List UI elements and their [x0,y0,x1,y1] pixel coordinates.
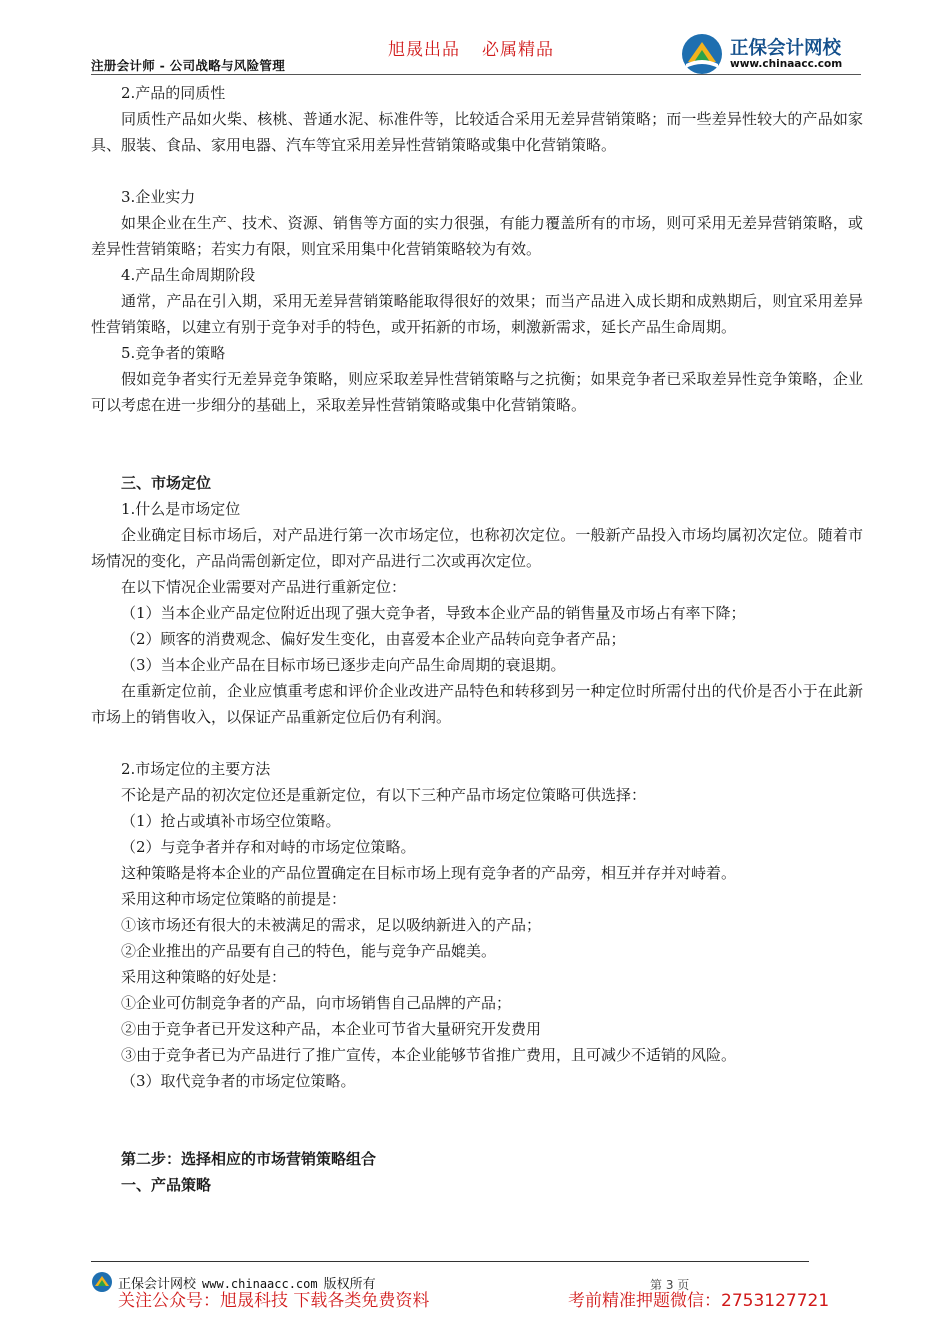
footer-rights: 版权所有 [323,1277,376,1292]
course-title: 注册会计师 - 公司战略与风险管理 [91,58,285,73]
paragraph: ①企业可仿制竞争者的产品，向市场销售自己品牌的产品； [121,994,512,1012]
paragraph: 4.产品生命周期阶段 [121,266,256,284]
document-body [91,80,863,1198]
paragraph: 如果企业在生产、技术、资源、销售等方面的实力很强，有能力覆盖所有的市场，则可采用无差异营销策略，或差异性营销策略；若实力有限，则宜采用集中化营销策略较为有效。 [91,214,863,258]
paragraph: （3）当本企业产品在目标市场已逐步走向产品生命周期的衰退期。 [121,656,566,674]
footer-divider [91,1261,809,1262]
brand-logo-icon [680,32,724,76]
paragraph: ②由于竞争者已开发这种产品，本企业可节省大量研究开发费用 [121,1020,542,1038]
paragraph: 采用这种市场定位策略的前提是： [121,890,347,908]
page-number: 第 3 页 [650,1278,690,1292]
paragraph: 采用这种策略的好处是： [121,968,287,986]
paragraph: 假如竞争者实行无差异竞争策略，则应采取差异性营销策略与之抗衡；如果竞争者已采取差异性竞争策略，企业可以考虑在进一步细分的基础上，采取差异性营销策略或集中化营销策略。 [91,370,863,414]
brand-logo-text: 正保会计网校 [730,38,842,59]
paragraph: ③由于竞争者已为产品进行了推广宣传，本企业能够节省推广费用，且可减少不适销的风险。 [121,1046,737,1064]
paragraph: 企业确定目标市场后，对产品进行第一次市场定位，也称初次定位。一般新产品投入市场均属初次定位。随着市场情况的变化，产品尚需创新定位，即对产品进行二次或再次定位。 [91,526,863,570]
paragraph: 同质性产品如火柴、核桃、普通水泥、标准件等，比较适合采用无差异营销策略；而一些差异性较大的产品如家具、服装、食品、家用电器、汽车等宜采用差异性营销策略或集中化营销策略。 [91,110,863,154]
section-heading: 一、产品策略 [121,1176,212,1194]
paragraph: 在重新定位前，企业应慎重考虑和评价企业改进产品特色和转移到另一种定位时所需付出的代价是否小于在此新市场上的销售收入，以保证产品重新定位后仍有利润。 [91,682,863,726]
header-divider [91,74,861,75]
paragraph: 1.什么是市场定位 [121,500,241,518]
header-slogan [388,35,554,60]
slogan-part-2: 必属精品 [482,40,554,60]
paragraph: （3）取代竞争者的市场定位策略。 [121,1072,356,1090]
watermark-left: 关注公众号：旭晟科技 下载各类免费资料 [118,1291,430,1311]
paragraph: （1）抢占或填补市场空位策略。 [121,812,341,830]
paragraph: 在以下情况企业需要对产品进行重新定位： [121,578,407,596]
paragraph: 2.市场定位的主要方法 [121,760,271,778]
paragraph: 不论是产品的初次定位还是重新定位，有以下三种产品市场定位策略可供选择： [121,786,647,804]
footer-url: www.chinaacc.com [202,1277,318,1291]
paragraph: 3.企业实力 [121,188,196,206]
watermark-right: 考前精准押题微信：2753127721 [568,1291,830,1311]
paragraph: 2.产品的同质性 [121,84,226,102]
footer-brand: 正保会计网校 [118,1277,197,1292]
paragraph: ②企业推出的产品要有自己的特色，能与竞争产品媲美。 [121,942,497,960]
paragraph: ①该市场还有很大的未被满足的需求，足以吸纳新进入的产品； [121,916,542,934]
paragraph: （2）与竞争者并存和对峙的市场定位策略。 [121,838,416,856]
paragraph: （2）顾客的消费观念、偏好发生变化，由喜爱本企业产品转向竞争者产品； [121,630,626,648]
slogan-part-1: 旭晟出品 [388,40,460,60]
section-heading: 三、市场定位 [121,474,212,492]
step-heading: 第二步：选择相应的市场营销策略组合 [121,1150,377,1168]
paragraph: 通常，产品在引入期，采用无差异营销策略能取得很好的效果；而当产品进入成长期和成熟期后，则宜采用差异性营销策略，以建立有别于竞争对手的特色，或开拓新的市场，刺激新需求，延长产品生命周期。 [91,292,863,336]
paragraph: 5.竞争者的策略 [121,344,226,362]
brand-logo [680,32,870,76]
paragraph: （1）当本企业产品定位附近出现了强大竞争者，导致本企业产品的销售量及市场占有率下降； [121,604,746,622]
brand-logo-url: www.chinaacc.com [730,58,843,70]
footer-logo-icon [91,1271,113,1293]
paragraph: 这种策略是将本企业的产品位置确定在目标市场上现有竞争者的产品旁，相互并存并对峙着。 [121,864,737,882]
